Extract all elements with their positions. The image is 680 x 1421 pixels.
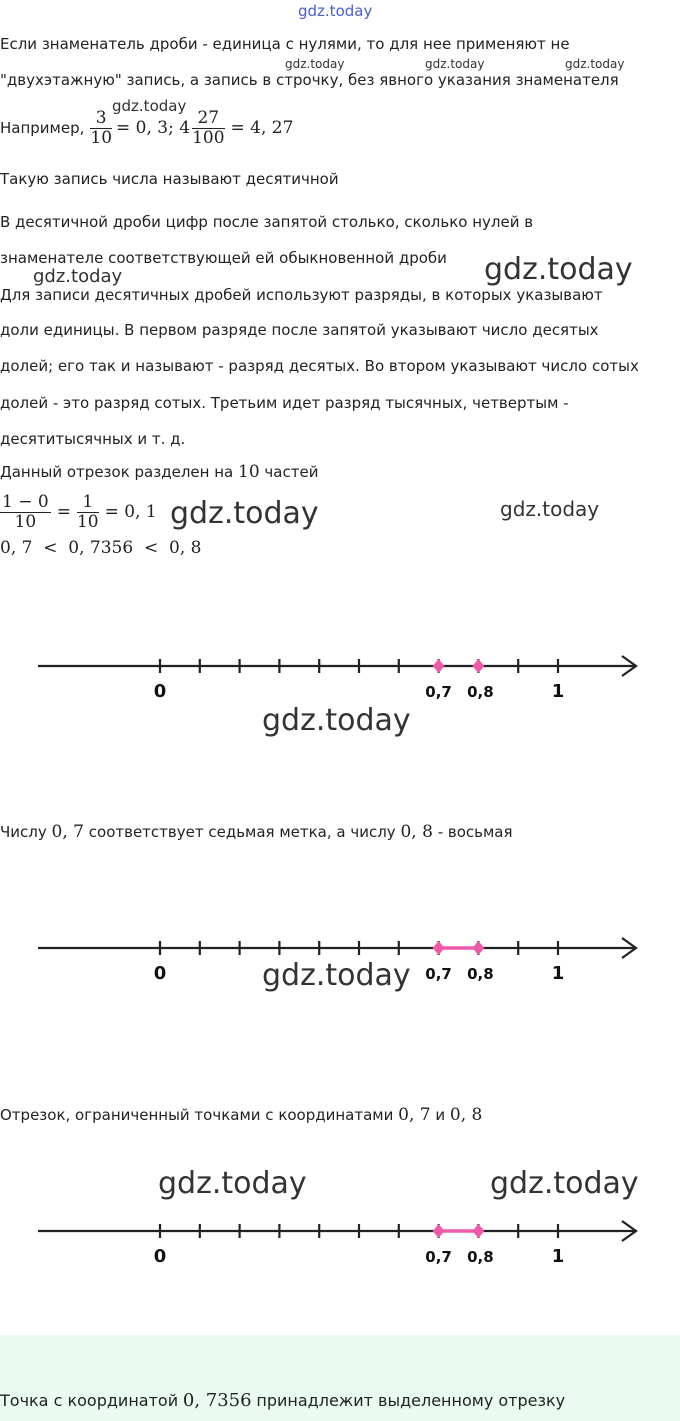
fraction-numerator: 27 (192, 109, 224, 129)
fraction (192, 109, 224, 147)
equation-part: = 0, 1 (104, 502, 157, 522)
example-line (0, 102, 293, 154)
equation-part: = 0, 3; 4 (116, 118, 191, 138)
text-part: Числу (0, 823, 47, 841)
axis-label: 0 (153, 963, 167, 984)
axis-label: 1 (551, 1246, 565, 1267)
fraction-denominator: 100 (192, 127, 225, 148)
paragraph-line: В десятичной дроби цифр после запятой столько, сколько нулей в (0, 213, 534, 231)
axis-label: 0,7 (425, 965, 452, 983)
fraction (77, 493, 99, 531)
point-marker (433, 941, 445, 955)
watermark-large: gdz.today (490, 1166, 639, 1201)
watermark-small: gdz.today (500, 497, 600, 521)
text-part: частей (264, 463, 319, 481)
math-number: 0, 8 (449, 1105, 483, 1125)
paragraph-line: "двухэтажную" запись, а запись в строчку, без явного указания знаменателя (0, 71, 619, 89)
axis-label: 0,7 (425, 683, 452, 701)
calculation-line (0, 487, 157, 537)
paragraph-line (0, 462, 318, 482)
watermark-small: gdz.today (112, 97, 187, 115)
paragraph-line: Если знаменатель дроби - единица с нулями, то для нее применяют не (0, 35, 570, 53)
paragraph-line: Для записи десятичных дробей используют разряды, в которых указывают (0, 286, 603, 304)
text-part: и (435, 1106, 446, 1124)
number-line-points (0, 640, 680, 710)
watermark-large: gdz.today (262, 703, 411, 738)
text-part: принадлежит выделенному отрезку (256, 1391, 566, 1410)
axis-label: 1 (551, 681, 565, 702)
axis-label: 0 (153, 681, 167, 702)
axis-label: 0 (153, 1246, 167, 1267)
axis-label: 1 (551, 963, 565, 984)
math-number: 0, 7 (398, 1105, 431, 1125)
paragraph-line: доли единицы. В первом разряде после запятой указывают число десятых (0, 321, 599, 339)
paragraph-line: Такую запись числа называют десятичной (0, 170, 339, 188)
watermark-small: gdz.today (425, 57, 485, 71)
text-part: Данный отрезок разделен на (0, 463, 234, 481)
watermark-top: gdz.today (298, 2, 373, 20)
text-part: соответствует седьмая метка, а числу (88, 823, 396, 841)
paragraph-line (0, 1105, 482, 1125)
watermark-large: gdz.today (158, 1166, 307, 1201)
fraction-denominator: 10 (76, 511, 99, 532)
paragraph-line: долей - это разряд сотых. Третьим идет разряд тысячных, четвертым - (0, 394, 569, 412)
number-line-segment (0, 1205, 680, 1275)
point-marker (472, 659, 484, 673)
equation-part: = (56, 502, 71, 522)
fraction (90, 109, 112, 147)
watermark-large: gdz.today (262, 958, 411, 993)
inequality: 0, 7 < 0, 7356 < 0, 8 (0, 538, 202, 558)
paragraph-line: долей; его так и называют - разряд десятых. Во втором указывают число сотых (0, 357, 639, 375)
point-marker (433, 659, 445, 673)
math-number: 10 (238, 462, 260, 482)
axis-label: 0,8 (467, 683, 494, 701)
example-label: Например, (0, 119, 85, 137)
equation-part: = 4, 27 (230, 118, 294, 138)
point-marker (472, 1224, 484, 1238)
text-part: Отрезок, ограниченный точками с координатами (0, 1106, 394, 1124)
conclusion-line (0, 1390, 565, 1411)
point-marker (433, 1224, 445, 1238)
axis-label: 0,8 (467, 1248, 494, 1266)
watermark-small: gdz.today (33, 266, 123, 287)
fraction-numerator: 1 (77, 493, 99, 513)
paragraph-line: десятитысячных и т. д. (0, 430, 186, 448)
point-marker (472, 941, 484, 955)
math-number: 0, 7 (51, 822, 84, 842)
fraction-numerator: 3 (90, 109, 112, 129)
math-number: 0, 7356 (182, 1390, 252, 1411)
watermark-small: gdz.today (565, 57, 625, 71)
fraction-denominator: 10 (14, 511, 37, 532)
paragraph-line (0, 822, 513, 842)
text-part: - восьмая (437, 823, 513, 841)
paragraph-line: знаменателе соответствующей ей обыкновенной дроби (0, 249, 447, 267)
watermark-small: gdz.today (285, 57, 345, 71)
fraction-numerator: 1 − 0 (2, 491, 49, 512)
math-number: 0, 8 (400, 822, 433, 842)
axis-label: 0,8 (467, 965, 494, 983)
watermark-large: gdz.today (170, 496, 319, 531)
axis-label: 0,7 (425, 1248, 452, 1266)
text-part: Точка с координатой (0, 1391, 179, 1410)
watermark-large: gdz.today (484, 252, 633, 287)
fraction (0, 493, 51, 531)
fraction-denominator: 10 (90, 127, 113, 148)
